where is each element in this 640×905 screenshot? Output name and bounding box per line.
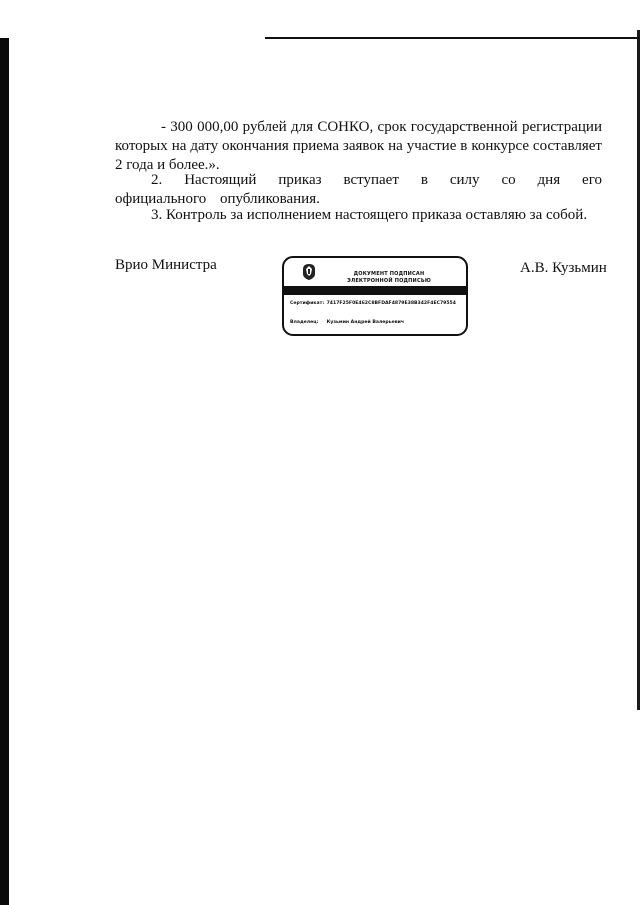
- stamp-band: [284, 286, 466, 295]
- paragraph-grant-amount: - 300 000,00 рублей для СОНКО, срок государственной регистрации которых на дату окончания приема заявок на участие в конкурсе составляет 2 года и более.».: [115, 119, 602, 173]
- paragraph-effective-date: 2. Настоящий приказ вступает в силу со дня его официального опубликования.: [115, 172, 602, 207]
- stamp-owner-label: Владелец:: [290, 320, 319, 325]
- paragraph-control: 3. Контроль за исполнением настоящего приказа оставляю за собой.: [151, 207, 588, 223]
- scan-edge-left: [0, 38, 9, 905]
- signature-name: А.В. Кузьмин: [520, 260, 607, 276]
- stamp-owner-value: Кузьмин Андрей Валерьевич: [326, 320, 405, 325]
- stamp-certificate-value: 7417F25F0E462C8BFDAF4879E38B342F4EC79554: [326, 301, 456, 306]
- stamp-title-line1: ДОКУМЕНТ ПОДПИСАН: [353, 271, 425, 277]
- stamp-certificate-row: [290, 301, 456, 306]
- stamp-owner-row: [290, 320, 404, 325]
- electronic-signature-stamp: [282, 256, 468, 336]
- stamp-title-line2: ЭЛЕКТРОННОЙ ПОДПИСЬЮ: [347, 278, 431, 284]
- signature-position: Врио Министра: [115, 257, 217, 273]
- stamp-certificate-label: Сертификат:: [290, 301, 325, 306]
- stamp-title: [324, 271, 454, 285]
- scan-top-line: [265, 37, 640, 39]
- coat-of-arms-icon: [301, 263, 317, 281]
